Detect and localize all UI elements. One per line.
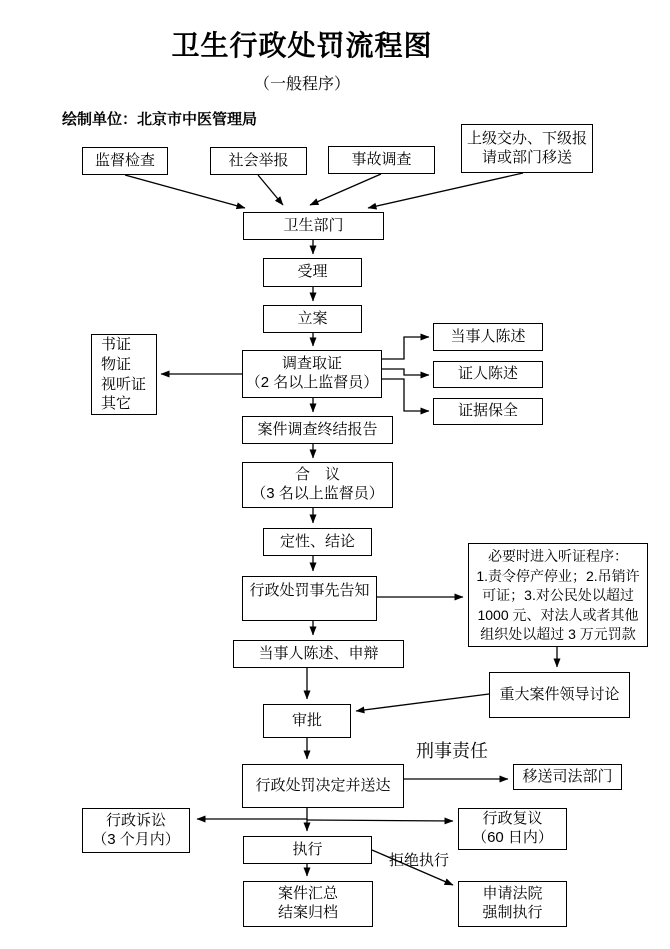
node-deliberation-line2: （3 名以上监督员） (251, 485, 384, 502)
node-decision-delivery (242, 764, 404, 808)
node-prior-notice-label: 行政处罚事先告知 (249, 582, 370, 599)
node-health-department-label: 卫生部门 (283, 216, 344, 234)
arrow-accident-to-health (310, 174, 381, 205)
node-investigation (242, 350, 382, 398)
node-admin-reconsideration-line2: （60 日内） (472, 829, 553, 846)
node-superior-transfer-line1: 上级交办、下级报 (466, 129, 587, 147)
node-decision-delivery-label: 行政处罚决定并送达 (255, 776, 391, 794)
arrow-branch-to-reconsideration (307, 820, 453, 821)
node-admin-litigation-line1: 行政诉讼 (105, 811, 166, 829)
node-major-case-discussion (489, 672, 630, 718)
node-court-enforcement (458, 881, 567, 927)
node-evidence-types-line1: 书证 (101, 335, 132, 353)
node-case-archive (243, 881, 373, 927)
node-conclusion (263, 528, 372, 556)
node-social-report (210, 147, 307, 175)
node-file-case (263, 305, 362, 333)
node-hearing-line1: 必要时进入听证程序： (488, 548, 628, 565)
node-witness-statement (433, 361, 543, 388)
node-case-archive-line1: 案件汇总 (277, 885, 338, 903)
arrow-investigation-to-preservation (382, 379, 429, 411)
node-hearing (468, 543, 648, 647)
node-hearing-line5: 组织处以超过 3 万元罚款 (480, 626, 636, 643)
node-major-case-discussion-label: 重大案件领导讨论 (499, 685, 620, 703)
arrow-investigation-to-party-statement (382, 337, 429, 359)
node-party-statement-label: 当事人陈述 (450, 327, 526, 345)
arrow-majorcase-to-approval (356, 694, 489, 711)
node-judicial-transfer-label: 移送司法部门 (522, 767, 613, 785)
node-admin-litigation-line2: （3 个月内） (92, 830, 180, 848)
node-social-report-label: 社会举报 (228, 151, 289, 169)
node-evidence-types-line4: 其它 (101, 395, 132, 413)
node-evidence-preservation (433, 398, 543, 425)
node-evidence-types-line3: 视听证 (101, 375, 147, 393)
node-admin-litigation (82, 808, 190, 853)
node-court-enforcement-line2: 强制执行 (482, 904, 543, 921)
node-supervision-check (82, 147, 168, 175)
node-case-archive-line2: 结案归档 (277, 904, 338, 921)
arrow-supervision-to-health (125, 175, 245, 208)
node-hearing-line2: 1.责令停产停业；2.吊销许 (476, 567, 640, 584)
node-hearing-line4: 1000 元、对法人或者其他 (477, 606, 639, 623)
node-evidence-types-line2: 物证 (101, 355, 132, 373)
node-accident-investigation (328, 146, 435, 174)
arrow-report-to-health (258, 175, 283, 205)
page-subtitle: （一般程序） (253, 76, 350, 93)
node-party-defense-label: 当事人陈述、申辩 (258, 644, 379, 662)
edge-label-refuse-execution: 拒绝执行 (389, 852, 450, 869)
arrow-investigation-to-witness-statement (382, 369, 429, 375)
node-conclusion-label: 定性、结论 (279, 532, 355, 550)
node-evidence-preservation-label: 证据保全 (457, 402, 518, 420)
node-supervision-check-label: 监督检查 (94, 151, 155, 169)
arrow-superior-to-health (368, 173, 523, 208)
node-party-statement (433, 323, 543, 351)
node-investigation-line2: （2 名以上监督员） (245, 374, 379, 391)
node-court-enforcement-line1: 申请法院 (482, 885, 543, 903)
node-witness-statement-label: 证人陈述 (457, 365, 518, 383)
node-hearing-line3: 可证；3.对公民处以超过 (482, 587, 634, 604)
node-final-report-label: 案件调查终结报告 (257, 420, 378, 438)
node-superior-transfer (461, 124, 593, 173)
credit-line: 绘制单位：北京市中医管理局 (62, 111, 258, 128)
node-execution-label: 执行 (292, 840, 323, 858)
node-accept (263, 258, 362, 287)
node-party-defense (233, 640, 404, 668)
node-admin-reconsideration (458, 808, 567, 850)
node-prior-notice (242, 576, 377, 621)
node-accident-investigation-label: 事故调查 (351, 150, 412, 168)
node-health-department (243, 212, 384, 240)
node-final-report (242, 416, 393, 444)
node-file-case-label: 立案 (297, 309, 328, 327)
node-judicial-transfer (513, 764, 622, 790)
node-deliberation-line1: 合 议 (294, 466, 340, 484)
node-investigation-line1: 调查取证 (281, 355, 342, 373)
node-evidence-types (91, 334, 157, 415)
node-execution (243, 836, 372, 864)
page-title: 卫生行政处罚流程图 (171, 30, 433, 61)
node-admin-reconsideration-line1: 行政复议 (482, 810, 543, 828)
node-approval (263, 704, 351, 738)
node-deliberation (242, 462, 393, 508)
node-accept-label: 受理 (297, 263, 328, 281)
node-superior-transfer-line2: 请或部门移送 (481, 148, 572, 166)
node-approval-label: 审批 (291, 711, 322, 729)
edge-label-criminal-liability: 刑事责任 (416, 741, 488, 761)
